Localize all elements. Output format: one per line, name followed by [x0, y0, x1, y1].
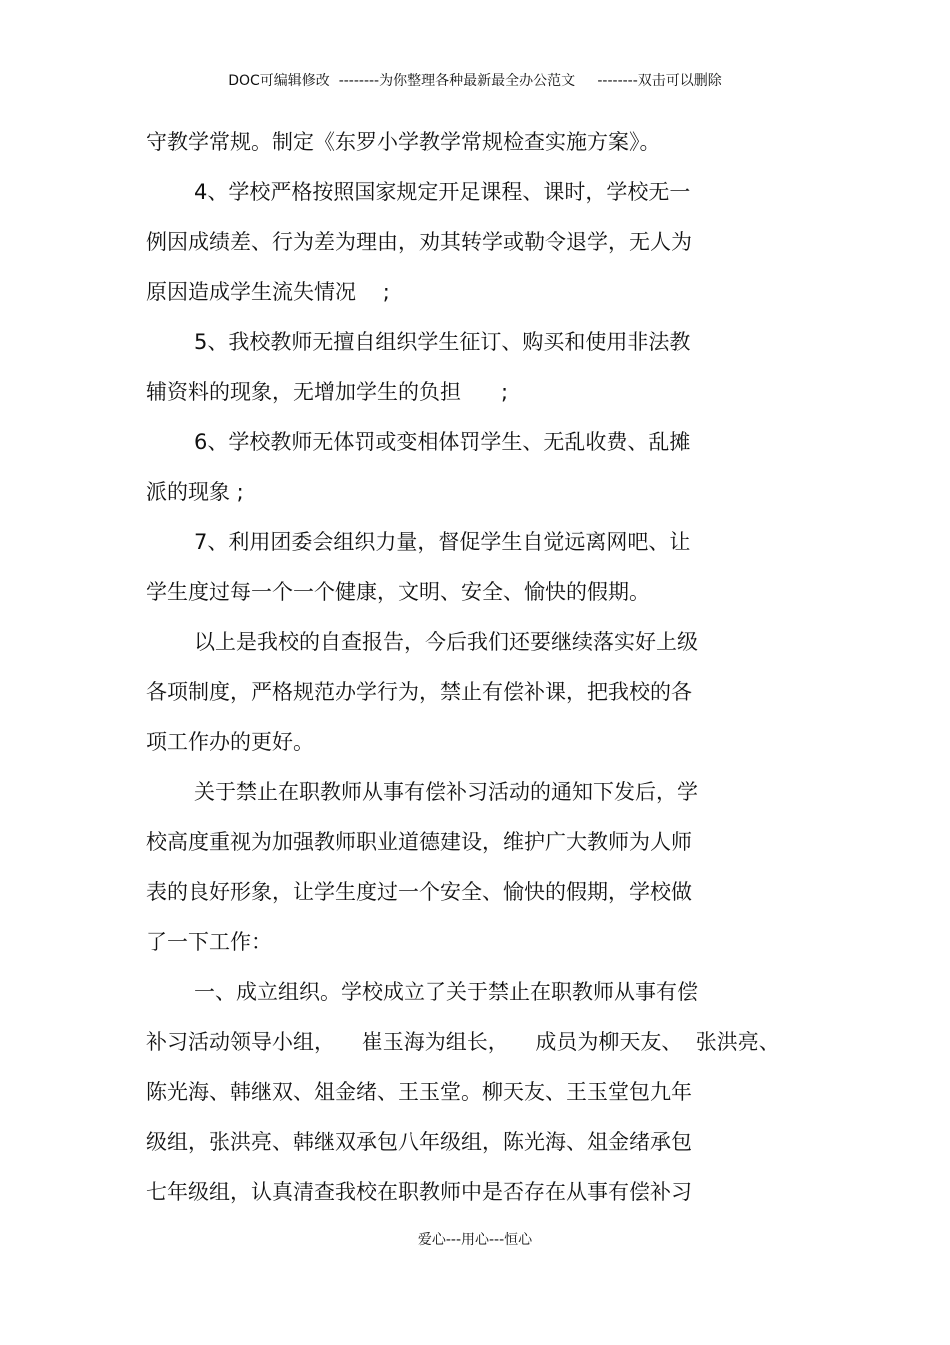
text-line: 6、学校教师无体罚或变相体罚学生、无乱收费、乱摊: [194, 430, 691, 454]
text-line: 派的现象 ;: [146, 480, 244, 504]
text-line: 辅资料的现象，无增加学生的负担 ;: [146, 380, 509, 404]
text-line: 各项制度，严格规范办学行为，禁止有偿补课，把我校的各: [146, 680, 692, 704]
text-line: 了一下工作：: [146, 930, 272, 954]
text-line: 项工作办的更好。: [146, 730, 314, 754]
page-footer: 爱心---用心---恒心: [417, 1232, 533, 1248]
text-line: 陈光海、韩继双、俎金绪、王玉堂。柳天友、王玉堂包九年: [146, 1080, 692, 1104]
text-line: 7、利用团委会组织力量，督促学生自觉远离网吧、让: [194, 530, 691, 554]
text-line: 补习活动领导小组， 崔玉海为组长， 成员为柳天友、 张洪亮、: [146, 1030, 780, 1054]
text-line: 级组，张洪亮、韩继双承包八年级组，陈光海、俎金绪承包: [146, 1130, 692, 1154]
text-line: 七年级组，认真清查我校在职教师中是否存在从事有偿补习: [146, 1180, 692, 1204]
text-line: 原因造成学生流失情况 ;: [146, 280, 390, 304]
text-line: 例因成绩差、行为差为理由，劝其转学或勒令退学，无人为: [146, 230, 692, 254]
text-line: 学生度过每一个一个健康，文明、安全、愉快的假期。: [146, 580, 650, 604]
text-line: 校高度重视为加强教师职业道德建设，维护广大教师为人师: [146, 830, 692, 854]
text-line: 5、我校教师无擅自组织学生征订、购买和使用非法教: [194, 330, 691, 354]
text-line: 一、成立组织。学校成立了关于禁止在职教师从事有偿: [194, 980, 698, 1004]
text-line: 4、学校严格按照国家规定开足课程、课时，学校无一: [194, 180, 691, 204]
text-line: 以上是我校的自查报告，今后我们还要继续落实好上级: [194, 630, 698, 654]
text-line: 关于禁止在职教师从事有偿补习活动的通知下发后，学: [194, 780, 698, 804]
text-line: 守教学常规。制定《东罗小学教学常规检查实施方案》。: [146, 130, 661, 154]
text-line: 表的良好形象，让学生度过一个安全、愉快的假期，学校做: [146, 880, 692, 904]
page-header: DOC可编辑修改 --------为你整理各种最新最全办公范文 --------双击可以删除: [228, 73, 722, 89]
